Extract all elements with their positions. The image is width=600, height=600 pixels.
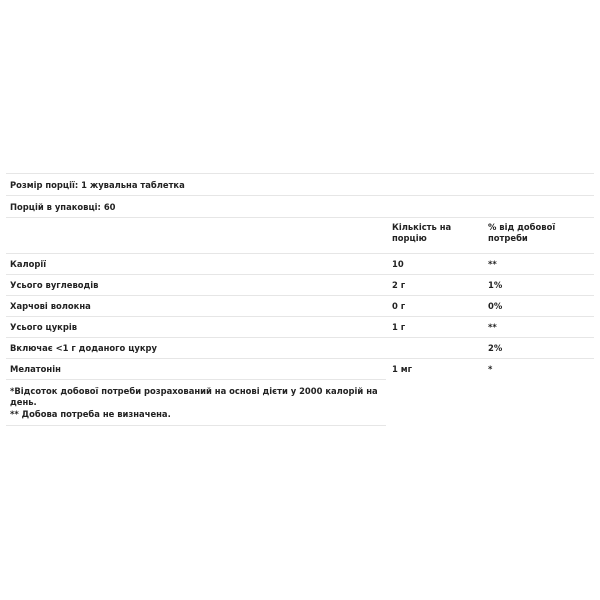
- nutrient-amount: 1 г: [392, 322, 406, 332]
- nutrient-row-total-sugars: [6, 316, 594, 337]
- nutrient-name: Включає <1 г доданого цукру: [10, 343, 158, 353]
- nutrient-name: Усього цукрів: [10, 322, 78, 332]
- servings-per-container-row: [6, 195, 594, 217]
- footnote-daily-value-basis: *Відсоток добової потреби розрахований на основі дієти у 2000 калорій на день.: [10, 386, 378, 407]
- nutrient-name: Усього вуглеводів: [10, 280, 99, 290]
- nutrient-amount: 0 г: [392, 301, 406, 311]
- daily-value-column-header: % від добової потреби: [488, 222, 556, 243]
- nutrient-daily-value: *: [488, 364, 493, 374]
- nutrient-name: Харчові волокна: [10, 301, 91, 311]
- nutrient-daily-value: **: [488, 259, 497, 269]
- serving-size-text: Розмір порції: 1 жувальна таблетка: [10, 180, 185, 190]
- nutrient-row-calories: [6, 253, 594, 274]
- servings-per-container-text: Порцій в упаковці: 60: [10, 202, 116, 212]
- nutrient-amount: 10: [392, 259, 404, 269]
- nutrient-daily-value: **: [488, 322, 497, 332]
- supplement-facts-table: [6, 173, 594, 426]
- column-header-row: [6, 217, 594, 253]
- nutrient-amount: 1 мг: [392, 364, 412, 374]
- footnotes: [6, 379, 386, 426]
- nutrient-daily-value: 2%: [488, 343, 503, 353]
- nutrient-row-total-carbohydrate: [6, 274, 594, 295]
- nutrient-row-melatonin: [6, 358, 594, 379]
- nutrient-name: Калорії: [10, 259, 47, 269]
- nutrient-row-added-sugars: [6, 337, 594, 358]
- nutrient-amount: 2 г: [392, 280, 406, 290]
- nutrient-daily-value: 0%: [488, 301, 503, 311]
- serving-size-row: [6, 173, 594, 195]
- footnote-not-established: ** Добова потреба не визначена.: [10, 409, 171, 419]
- nutrient-daily-value: 1%: [488, 280, 503, 290]
- amount-column-header: Кількість на порцію: [392, 222, 452, 243]
- nutrient-name: Мелатонін: [10, 364, 61, 374]
- nutrient-row-dietary-fiber: [6, 295, 594, 316]
